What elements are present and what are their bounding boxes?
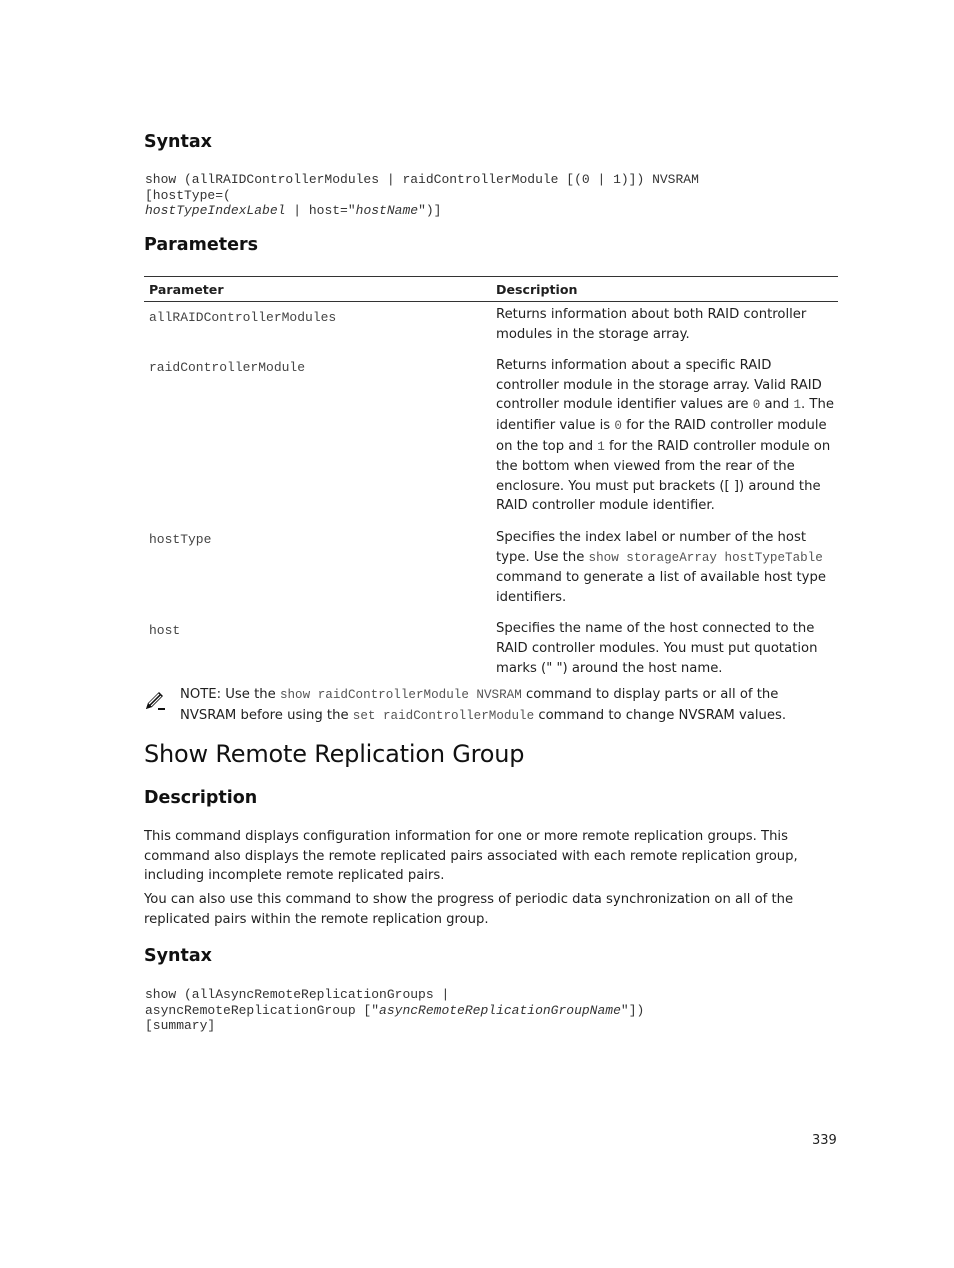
parameter-description bbox=[491, 352, 838, 524]
parameter-name: hostType bbox=[149, 531, 212, 547]
note-text-part: Use the bbox=[221, 687, 280, 702]
parameters-heading: Parameters bbox=[144, 235, 258, 255]
inline-code: 1 bbox=[597, 439, 605, 454]
inline-code: 1 bbox=[793, 398, 802, 413]
parameter-description: Returns information about both RAID controller modules in the storage array. bbox=[496, 307, 807, 342]
syntax-code-italic: hostTypeIndexLabel bbox=[145, 203, 286, 218]
syntax-code-text: "]) bbox=[620, 1002, 645, 1018]
desc-text: for the RAID controller module on the bottom when viewed from the rear of the enclosure. You must put brackets ([ ]) around the RAID controller module identifier. bbox=[496, 438, 831, 514]
desc-text: and bbox=[760, 397, 794, 413]
desc-text: for the RAID controller module on the top and bbox=[496, 417, 827, 454]
inline-code: 0 bbox=[752, 398, 761, 413]
desc-text: . The identifier value is bbox=[496, 397, 834, 433]
syntax-code-block bbox=[145, 987, 644, 1034]
syntax-code-line: [hostType=( bbox=[145, 187, 231, 203]
inline-code: set raidControllerModule bbox=[352, 708, 535, 723]
parameter-name: raidControllerModule bbox=[149, 360, 306, 376]
table-row bbox=[144, 352, 838, 524]
description-paragraph: This command displays configuration information for one or more remote replication groups. This command also displays the remote replicated pairs associated with each remote replication group, including incomplete remote replicated pairs. bbox=[144, 829, 798, 884]
parameter-description bbox=[491, 524, 838, 615]
note-text-part: command to change NVSRAM values. bbox=[534, 707, 787, 723]
table-row bbox=[144, 524, 838, 615]
note-text-part: command to display parts or all of the NVSRAM before using the bbox=[180, 687, 779, 723]
syntax-code-block bbox=[145, 172, 699, 219]
inline-code: 0 bbox=[614, 418, 622, 433]
pencil-note-icon bbox=[144, 689, 166, 711]
note-text bbox=[180, 685, 830, 726]
syntax-code-text: asyncRemoteReplicationGroup [" bbox=[145, 1002, 380, 1018]
desc-text: Returns information about a specific RAID controller module in the storage array. Valid RAID controller module identifier values are bbox=[496, 358, 822, 413]
description-heading: Description bbox=[144, 788, 258, 808]
syntax-code-italic: asyncRemoteReplicationGroupName bbox=[379, 1002, 621, 1018]
table-row bbox=[144, 302, 838, 353]
note-label: NOTE: bbox=[180, 687, 222, 702]
page-number: 339 bbox=[812, 1133, 837, 1148]
description-paragraph: You can also use this command to show the progress of periodic data synchronization on all of the replicated pairs within the remote replication group. bbox=[144, 892, 794, 927]
table-row bbox=[144, 615, 838, 686]
desc-text: command to generate a list of available host type identifiers. bbox=[496, 570, 826, 605]
parameter-description: Specifies the name of the host connected to the RAID controller modules. You must put quotation marks (" ") around the host name. bbox=[496, 621, 818, 676]
syntax-code-line: show (allAsyncRemoteReplicationGroups | bbox=[145, 987, 450, 1002]
syntax-code-line: [summary] bbox=[145, 1018, 216, 1033]
inline-code: show storageArray hostTypeTable bbox=[588, 550, 823, 565]
desc-text: Specifies the index label or number of the host type. Use the bbox=[496, 529, 806, 565]
section-title: Show Remote Replication Group bbox=[144, 740, 525, 768]
syntax-code-italic: hostName bbox=[355, 203, 419, 218]
inline-code: show raidControllerModule NVSRAM bbox=[279, 688, 522, 702]
syntax-heading: Syntax bbox=[144, 132, 212, 152]
column-header-parameter: Parameter bbox=[144, 277, 491, 302]
parameter-name: host bbox=[149, 623, 181, 639]
syntax-heading: Syntax bbox=[144, 946, 212, 966]
parameters-table bbox=[144, 276, 838, 686]
parameter-name: allRAIDControllerModules bbox=[149, 310, 337, 325]
table-header-row bbox=[144, 277, 838, 302]
syntax-code-text: | host=" bbox=[285, 203, 356, 218]
syntax-code-text: ")] bbox=[418, 203, 442, 218]
column-header-description: Description bbox=[491, 277, 838, 302]
syntax-code-line: show (allRAIDControllerModules | raidControllerModule [(0 | 1)]) NVSRAM bbox=[145, 172, 699, 187]
